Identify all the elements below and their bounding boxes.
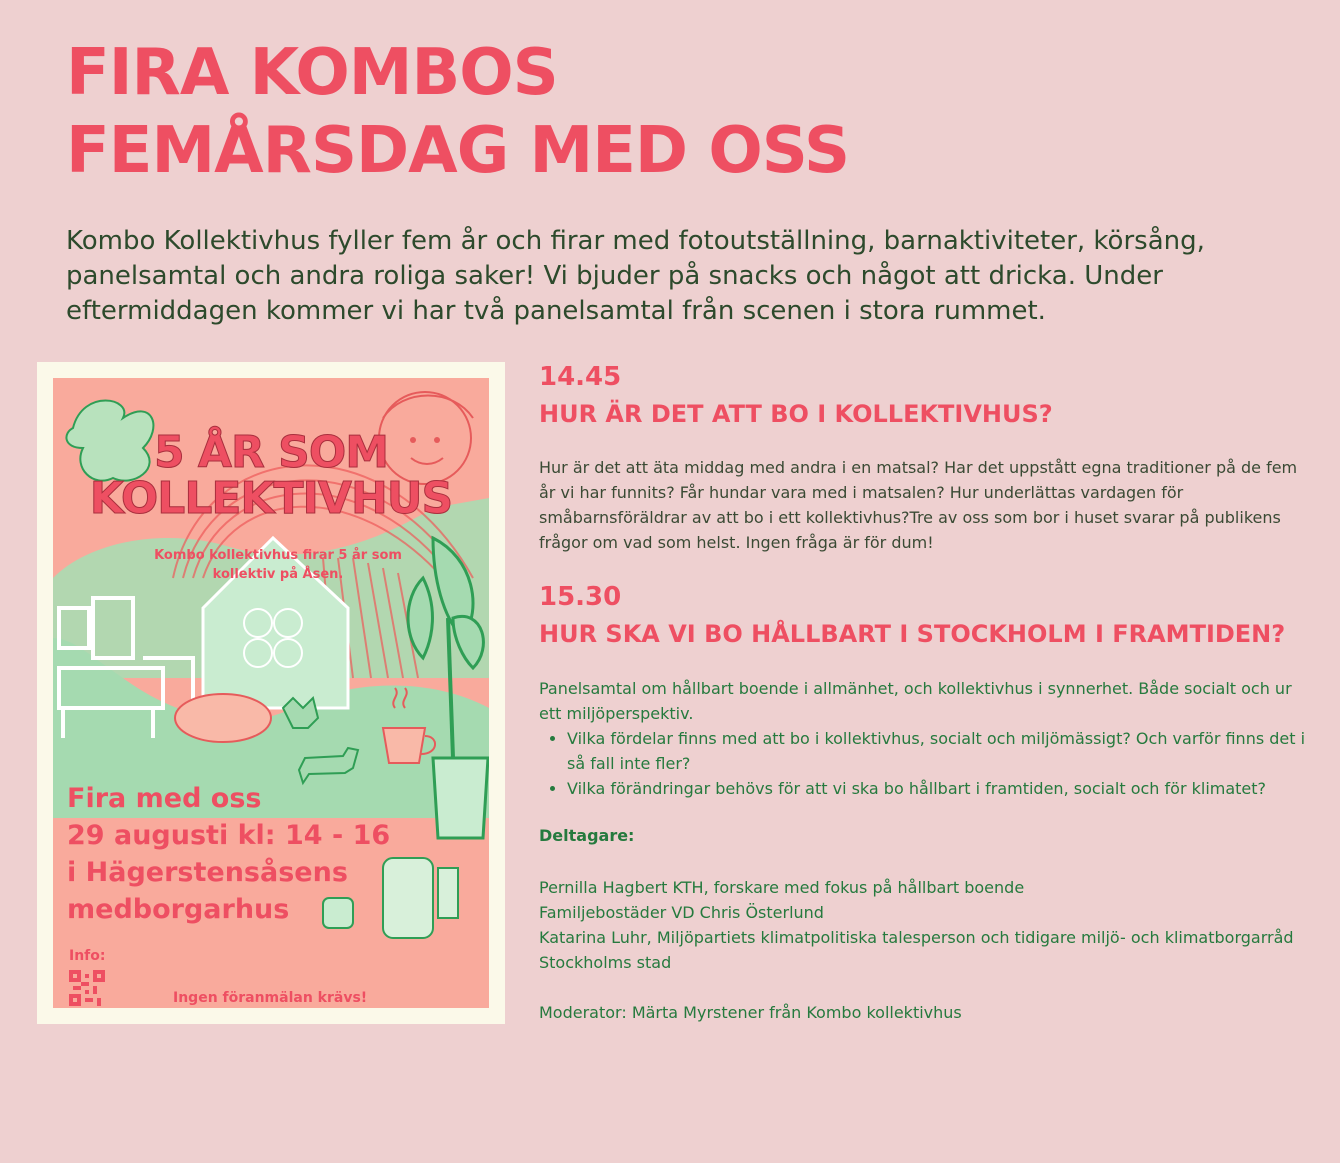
- participants-list: [539, 875, 1309, 975]
- poster-when-line-3: i Hägerstensåsens: [67, 857, 348, 888]
- page-title-line-1: FIRA KOMBOS: [66, 36, 558, 110]
- participants-label: Deltagare:: [539, 826, 635, 845]
- list-item: • Vilka fördelar finns med att bo i kollektivhus, socialt och miljömässigt? Och varför finns det i så fall inte fler?: [567, 726, 1309, 776]
- participant: Katarina Luhr, Miljöpartiets klimatpolitiska talesperson och tidigare miljö- och klimatborgarråd Stockholms stad: [539, 928, 1294, 972]
- poster-headline-line-2: KOLLEKTIVHUS: [89, 473, 453, 524]
- session-2-questions: [539, 726, 1309, 801]
- poster-when-line-2: 29 augusti kl: 14 - 16: [67, 820, 391, 851]
- qr-code-icon: [69, 970, 105, 1006]
- participant: Pernilla Hagbert KTH, forskare med fokus på hållbart boende: [539, 878, 1025, 897]
- poster-headline: [53, 427, 489, 524]
- session-2-time: 15.30: [539, 582, 622, 612]
- poster-event-details: [67, 780, 390, 928]
- session-2-title: HUR SKA VI BO HÅLLBART I STOCKHOLM I FRAMTIDEN?: [539, 620, 1286, 648]
- session-1-time: 14.45: [539, 362, 622, 392]
- poster-subtitle: Kombo kollektivhus firar 5 år som kollektiv på Åsen.: [154, 548, 402, 582]
- poster-no-registration: Ingen föranmälan krävs!: [173, 990, 368, 1006]
- session-1-description: Hur är det att äta middag med andra i en matsal? Har det uppstått egna traditioner på de fem år vi har funnits? Får hundar vara med i matsalen? Hur underlättas vardagen för småbarnsföräldrar av att bo i ett kollektivhus?Tre av oss som bor i huset svarar på publikens frågor om vad som helst. Ingen fråga är för dum!: [539, 458, 1298, 552]
- intro-text: Kombo Kollektivhus fyller fem år och firar med fotoutställning, barnaktiviteter, körsång, panelsamtal och andra roliga saker! Vi bjuder på snacks och något att dricka. Under eftermiddagen kommer vi har två panelsamtal från scenen i stora rummet.: [66, 226, 1205, 326]
- page-title: [66, 34, 849, 190]
- poster-canvas: [53, 378, 489, 1008]
- session-2-description: Panelsamtal om hållbart boende i allmänhet, och kollektivhus i synnerhet. Både socialt och ur ett miljöperspektiv.: [539, 679, 1292, 723]
- page-title-line-2: FEMÅRSDAG MED OSS: [66, 114, 850, 188]
- poster-headline-line-1: 5 ÅR SOM: [153, 427, 389, 478]
- event-poster: [37, 362, 505, 1024]
- session-1-title: HUR ÄR DET ATT BO I KOLLEKTIVHUS?: [539, 400, 1053, 428]
- list-item: • Vilka förändringar behövs för att vi ska bo hållbart i framtiden, socialt och för klimatet?: [567, 776, 1309, 801]
- poster-info-label: Info:: [69, 948, 106, 964]
- poster-when-line-4: medborgarhus: [67, 894, 290, 925]
- participant: Familjebostäder VD Chris Österlund: [539, 903, 824, 922]
- poster-when-line-1: Fira med oss: [67, 783, 262, 814]
- moderator: Moderator: Märta Myrstener från Kombo kollektivhus: [539, 1003, 962, 1022]
